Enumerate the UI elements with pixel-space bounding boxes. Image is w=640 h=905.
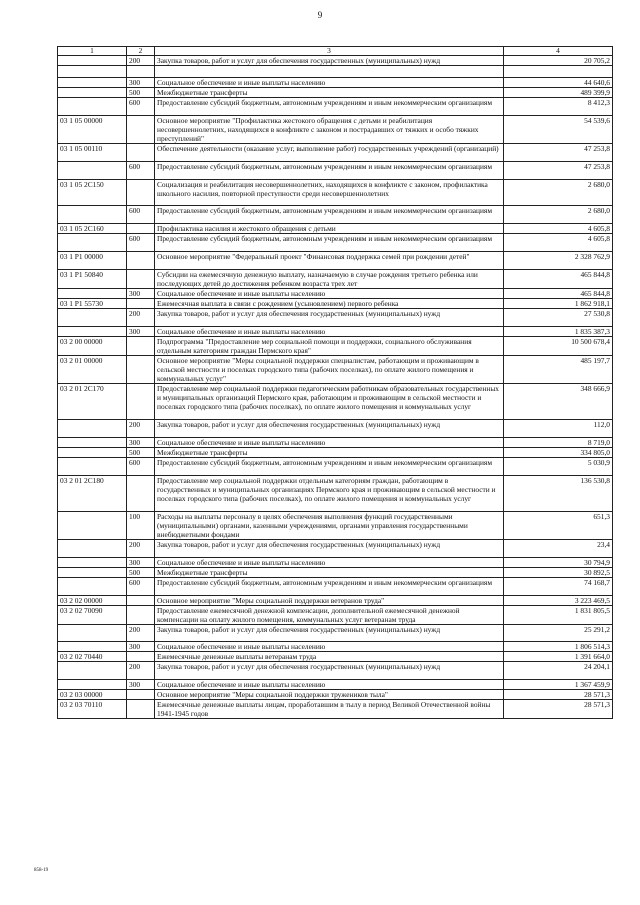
row-type-cell (127, 66, 155, 78)
table-row (58, 448, 613, 458)
row-name-cell: Закупка товаров, работ и услуг для обеспечения государственных (муниципальных) нужд (155, 662, 504, 680)
row-amount-cell: 2 680,0 (504, 206, 613, 224)
table-row (58, 642, 613, 652)
table-row (58, 327, 613, 337)
row-amount-cell: 112,0 (504, 420, 613, 438)
row-amount-cell: 47 253,8 (504, 162, 613, 180)
table-row (58, 540, 613, 558)
row-type-cell (127, 700, 155, 719)
row-name-cell: Межбюджетные трансферты (155, 88, 504, 98)
row-type-cell: 200 (127, 662, 155, 680)
row-code-cell (58, 206, 127, 224)
row-type-cell (127, 180, 155, 206)
row-name-cell: Предоставление ежемесячной денежной компенсации, дополнительной ежемесячной денежной компенсации на оплату жилого помещения, коммунальных услуг ветеранам труда (155, 606, 504, 625)
row-type-cell (127, 596, 155, 606)
row-type-cell: 300 (127, 78, 155, 88)
row-amount-cell: 2 328 762,9 (504, 252, 613, 270)
row-type-cell: 300 (127, 558, 155, 568)
row-type-cell (127, 337, 155, 356)
row-code-cell (58, 680, 127, 690)
row-name-cell: Предоставление субсидий бюджетным, автономным учреждениям и иным некоммерческим организациям (155, 162, 504, 180)
row-name-cell: Профилактика насилия и жестокого обращения с детьми (155, 224, 504, 234)
table-row (58, 700, 613, 719)
table-row (58, 206, 613, 224)
table-row (58, 558, 613, 568)
row-name-cell: Основное мероприятие "Меры социальной поддержки ветеранов труда" (155, 596, 504, 606)
row-type-cell: 600 (127, 234, 155, 252)
table-row (58, 299, 613, 309)
row-code-cell: 03 2 02 70440 (58, 652, 127, 662)
row-name-cell: Закупка товаров, работ и услуг для обеспечения государственных (муниципальных) нужд (155, 625, 504, 642)
table-row (58, 56, 613, 66)
table-row (58, 144, 613, 162)
row-name-cell: Предоставление мер социальной поддержки педагогическим работникам образовательных государственных и муниципальных организаций Пермского края, работающим и проживающим в сельской местности и поселках городского типа (рабочих поселках), по оплате жилого помещения и коммунальных услуг (155, 384, 504, 420)
row-amount-cell: 20 705,2 (504, 56, 613, 66)
row-type-cell (127, 652, 155, 662)
row-amount-cell: 28 571,3 (504, 700, 613, 719)
row-code-cell: 03 1 05 00110 (58, 144, 127, 162)
row-name-cell: Закупка товаров, работ и услуг для обеспечения государственных (муниципальных) нужд (155, 56, 504, 66)
row-code-cell (58, 56, 127, 66)
table-row (58, 458, 613, 476)
table-row (58, 690, 613, 700)
header-col-1: 1 (58, 47, 127, 56)
table-row (58, 606, 613, 625)
row-name-cell: Социальное обеспечение и иные выплаты населению (155, 438, 504, 448)
row-amount-cell: 136 530,8 (504, 476, 613, 512)
row-name-cell: Социальное обеспечение и иные выплаты населению (155, 78, 504, 88)
row-amount-cell: 4 605,8 (504, 234, 613, 252)
row-code-cell (58, 78, 127, 88)
row-code-cell: 03 1 Р1 55730 (58, 299, 127, 309)
row-name-cell: Основное мероприятие "Меры социальной поддержки специалистам, работающим и проживающим в сельской местности и поселках городского типа (рабочих поселках), по оплате жилого помещения и коммунальных услуг" (155, 356, 504, 384)
row-type-cell: 600 (127, 458, 155, 476)
row-amount-cell: 1 367 459,9 (504, 680, 613, 690)
row-amount-cell: 10 500 678,4 (504, 337, 613, 356)
row-type-cell: 200 (127, 56, 155, 66)
page-number: 9 (317, 10, 323, 20)
row-amount-cell: 54 539,6 (504, 116, 613, 144)
row-code-cell (58, 448, 127, 458)
row-code-cell (58, 662, 127, 680)
row-amount-cell: 485 197,7 (504, 356, 613, 384)
table-row (58, 66, 613, 78)
table-row (58, 476, 613, 512)
row-amount-cell: 1 835 387,3 (504, 327, 613, 337)
row-code-cell (58, 540, 127, 558)
row-name-cell: Ежемесячные денежные выплаты ветеранам труда (155, 652, 504, 662)
row-name-cell: Предоставление мер социальной поддержки отдельным категориям граждан, работающим в государственных и муниципальных организациях Пермского края и проживающим в сельской местности и поселках городского типа (рабочих поселках), по оплате жилого помещения и коммунальных услуг (155, 476, 504, 512)
row-amount-cell: 4 605,8 (504, 224, 613, 234)
footer-code: 858-19 (34, 868, 49, 873)
row-code-cell (58, 578, 127, 596)
row-type-cell: 300 (127, 289, 155, 299)
row-code-cell (58, 327, 127, 337)
row-amount-cell: 23,4 (504, 540, 613, 558)
table-row (58, 180, 613, 206)
row-name-cell: Основное мероприятие "Профилактика жестокого обращения с детьми и реабилитация несовершеннолетних, находящихся в конфликте с законом и пострадавших от тяжких и особо тяжких преступлений" (155, 116, 504, 144)
row-code-cell (58, 625, 127, 642)
table-row (58, 270, 613, 289)
row-amount-cell: 27 530,8 (504, 309, 613, 327)
row-code-cell: 03 1 Р1 00000 (58, 252, 127, 270)
row-type-cell: 300 (127, 438, 155, 448)
row-name-cell: Обеспечение деятельности (оказание услуг, выполнение работ) государственных учреждений (организаций) (155, 144, 504, 162)
row-code-cell (58, 289, 127, 299)
row-code-cell: 03 1 05 2С160 (58, 224, 127, 234)
row-type-cell: 600 (127, 578, 155, 596)
row-type-cell: 300 (127, 680, 155, 690)
row-type-cell: 500 (127, 448, 155, 458)
table-row (58, 289, 613, 299)
row-amount-cell: 651,3 (504, 512, 613, 540)
row-code-cell: 03 2 03 00000 (58, 690, 127, 700)
row-code-cell: 03 2 02 00000 (58, 596, 127, 606)
table-row (58, 652, 613, 662)
row-type-cell: 200 (127, 625, 155, 642)
row-code-cell (58, 558, 127, 568)
row-code-cell (58, 234, 127, 252)
row-type-cell (127, 270, 155, 289)
row-type-cell (127, 356, 155, 384)
row-name-cell: Закупка товаров, работ и услуг для обеспечения государственных (муниципальных) нужд (155, 420, 504, 438)
table-row (58, 337, 613, 356)
row-type-cell (127, 384, 155, 420)
table-row (58, 224, 613, 234)
row-code-cell: 03 2 03 70110 (58, 700, 127, 719)
row-name-cell: Социальное обеспечение и иные выплаты населению (155, 680, 504, 690)
row-type-cell (127, 690, 155, 700)
table-row (58, 438, 613, 448)
row-name-cell: Ежемесячные денежные выплаты лицам, проработавшим в тылу в период Великой Отечественной войны 1941-1945 годов (155, 700, 504, 719)
row-type-cell: 300 (127, 642, 155, 652)
table-row (58, 116, 613, 144)
row-code-cell: 03 2 00 00000 (58, 337, 127, 356)
row-code-cell (58, 512, 127, 540)
table-row (58, 162, 613, 180)
table-header-row (58, 47, 613, 56)
table-body (58, 56, 613, 719)
row-code-cell (58, 458, 127, 476)
header-col-2: 2 (127, 47, 155, 56)
row-type-cell (127, 252, 155, 270)
row-name-cell: Предоставление субсидий бюджетным, автономным учреждениям и иным некоммерческим организациям (155, 234, 504, 252)
header-col-4: 4 (504, 47, 613, 56)
row-name-cell: Ежемесячная выплата в связи с рождением (усыновлением) первого ребенка (155, 299, 504, 309)
row-name-cell: Закупка товаров, работ и услуг для обеспечения государственных (муниципальных) нужд (155, 309, 504, 327)
row-name-cell: Предоставление субсидий бюджетным, автономным учреждениям и иным некоммерческим организациям (155, 98, 504, 116)
row-type-cell (127, 299, 155, 309)
row-type-cell (127, 144, 155, 162)
row-amount-cell: 30 892,5 (504, 568, 613, 578)
row-amount-cell: 24 204,1 (504, 662, 613, 680)
table-row (58, 512, 613, 540)
row-type-cell: 600 (127, 162, 155, 180)
row-code-cell (58, 88, 127, 98)
row-name-cell: Предоставление субсидий бюджетным, автономным учреждениям и иным некоммерческим организациям (155, 206, 504, 224)
row-amount-cell: 28 571,3 (504, 690, 613, 700)
table-row (58, 625, 613, 642)
row-amount-cell: 1 391 664,0 (504, 652, 613, 662)
row-code-cell (58, 162, 127, 180)
row-amount-cell: 8 719,0 (504, 438, 613, 448)
row-code-cell (58, 438, 127, 448)
row-name-cell: Закупка товаров, работ и услуг для обеспечения государственных (муниципальных) нужд (155, 540, 504, 558)
row-code-cell: 03 1 Р1 50840 (58, 270, 127, 289)
row-amount-cell: 8 412,3 (504, 98, 613, 116)
row-type-cell: 300 (127, 327, 155, 337)
row-code-cell: 03 2 02 70090 (58, 606, 127, 625)
row-name-cell: Основное мероприятие "Меры социальной поддержки тружеников тыла" (155, 690, 504, 700)
row-type-cell: 500 (127, 568, 155, 578)
row-amount-cell: 25 291,2 (504, 625, 613, 642)
row-code-cell (58, 98, 127, 116)
row-type-cell: 500 (127, 88, 155, 98)
row-type-cell: 100 (127, 512, 155, 540)
row-code-cell: 03 1 05 2С150 (58, 180, 127, 206)
row-name-cell: Расходы на выплаты персоналу в целях обеспечения выполнения функций государственными (муниципальными) органами, казенными учреждениями, органами управления государственными внебюджетными фондами (155, 512, 504, 540)
row-name-cell: Социализация и реабилитация несовершеннолетних, находящихся в конфликте с законом, профилактика школьного насилия, повторной преступности среди несовершеннолетних (155, 180, 504, 206)
row-type-cell (127, 116, 155, 144)
row-type-cell: 600 (127, 98, 155, 116)
row-amount-cell: 334 805,0 (504, 448, 613, 458)
row-name-cell: Социальное обеспечение и иные выплаты населению (155, 289, 504, 299)
row-name-cell: Социальное обеспечение и иные выплаты населению (155, 327, 504, 337)
row-code-cell (58, 66, 127, 78)
row-amount-cell: 30 794,9 (504, 558, 613, 568)
table-row (58, 98, 613, 116)
table-row (58, 88, 613, 98)
table-row (58, 78, 613, 88)
table-row (58, 356, 613, 384)
row-type-cell (127, 224, 155, 234)
row-amount-cell: 3 223 469,5 (504, 596, 613, 606)
row-amount-cell: 465 844,8 (504, 289, 613, 299)
row-name-cell: Социальное обеспечение и иные выплаты населению (155, 642, 504, 652)
row-amount-cell: 74 168,7 (504, 578, 613, 596)
row-type-cell: 200 (127, 540, 155, 558)
row-code-cell (58, 642, 127, 652)
row-amount-cell: 1 831 805,5 (504, 606, 613, 625)
table-row (58, 662, 613, 680)
row-code-cell: 03 2 01 2С170 (58, 384, 127, 420)
row-amount-cell: 348 666,9 (504, 384, 613, 420)
row-amount-cell (504, 66, 613, 78)
row-amount-cell: 5 030,9 (504, 458, 613, 476)
row-amount-cell: 465 844,8 (504, 270, 613, 289)
table-row (58, 309, 613, 327)
row-name-cell: Предоставление субсидий бюджетным, автономным учреждениям и иным некоммерческим организациям (155, 578, 504, 596)
row-name-cell: Основное мероприятие "Федеральный проект "Финансовая поддержка семей при рождении детей" (155, 252, 504, 270)
row-code-cell: 03 1 05 00000 (58, 116, 127, 144)
row-amount-cell: 489 399,9 (504, 88, 613, 98)
header-col-3: 3 (155, 47, 504, 56)
row-name-cell: Подпрограмма "Предоставление мер социальной помощи и поддержки, социального обслуживания отдельным категориям граждан Пермского края" (155, 337, 504, 356)
row-name-cell: Межбюджетные трансферты (155, 568, 504, 578)
table-row (58, 568, 613, 578)
row-type-cell (127, 476, 155, 512)
row-name-cell: Межбюджетные трансферты (155, 448, 504, 458)
row-name-cell: Социальное обеспечение и иные выплаты населению (155, 558, 504, 568)
row-name-cell (155, 66, 504, 78)
row-amount-cell: 44 640,6 (504, 78, 613, 88)
row-code-cell (58, 420, 127, 438)
table-row (58, 578, 613, 596)
row-amount-cell: 2 680,0 (504, 180, 613, 206)
table-row (58, 420, 613, 438)
budget-table (57, 46, 613, 719)
row-name-cell: Субсидии на ежемесячную денежную выплату, назначаемую в случае рождения третьего ребенка или последующих детей до достижения ребенком возраста трех лет (155, 270, 504, 289)
row-amount-cell: 47 253,8 (504, 144, 613, 162)
table-row (58, 384, 613, 420)
row-amount-cell: 1 862 918,1 (504, 299, 613, 309)
row-code-cell (58, 568, 127, 578)
table-row (58, 234, 613, 252)
table-row (58, 680, 613, 690)
row-code-cell: 03 2 01 2С180 (58, 476, 127, 512)
row-type-cell: 200 (127, 309, 155, 327)
table-row (58, 596, 613, 606)
row-code-cell: 03 2 01 00000 (58, 356, 127, 384)
row-name-cell: Предоставление субсидий бюджетным, автономным учреждениям и иным некоммерческим организациям (155, 458, 504, 476)
row-type-cell: 600 (127, 206, 155, 224)
row-amount-cell: 1 806 514,3 (504, 642, 613, 652)
row-code-cell (58, 309, 127, 327)
row-type-cell (127, 606, 155, 625)
table-row (58, 252, 613, 270)
row-type-cell: 200 (127, 420, 155, 438)
